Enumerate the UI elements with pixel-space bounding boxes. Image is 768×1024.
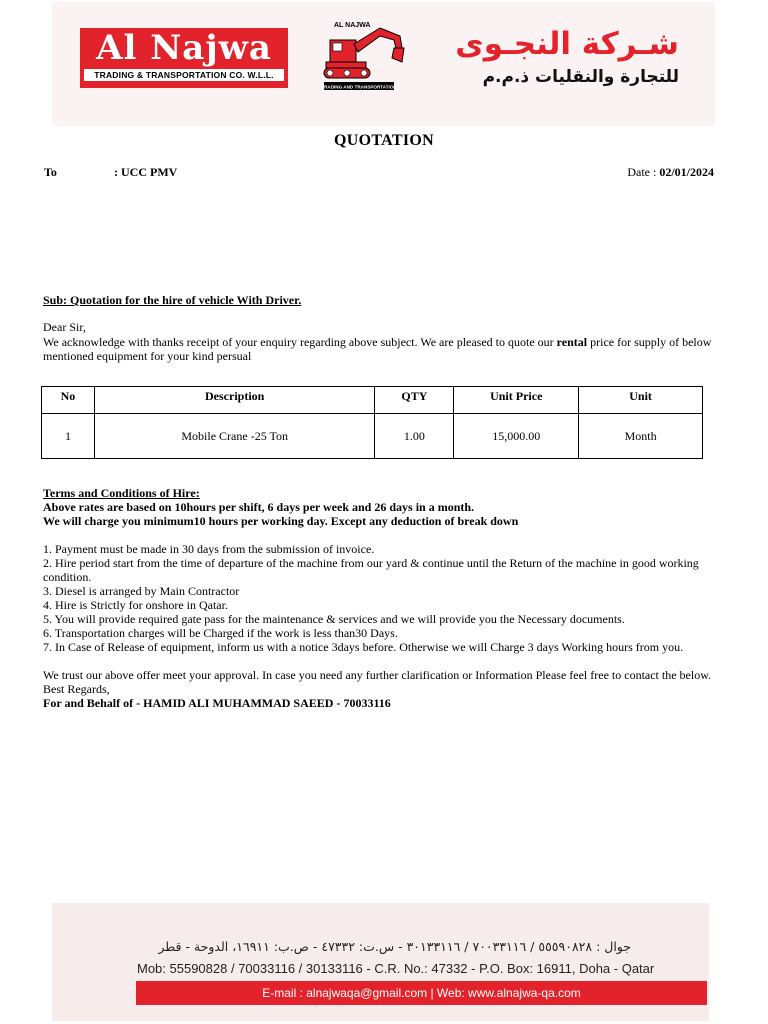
terms-item: 6. Transportation charges will be Charged if the work is less than30 Days. (43, 626, 398, 640)
regards: Best Regards, (43, 682, 110, 696)
company-subtitle-ar: للتجارة والنقليات ذ.م.م (482, 67, 679, 87)
intro-text-end: price for supply of below mentioned equipment for your kind persual (43, 334, 712, 363)
terms-rate-basis: Above rates are based on 10hours per shift, 6 days per week and 26 days in a month. (43, 500, 475, 514)
letterhead (52, 2, 715, 126)
intro-text-start: We acknowledge with thanks receipt of your enquiry regarding above subject. We are pleased to quote our (43, 334, 557, 349)
header-unit: Unit (579, 387, 703, 414)
date-field (627, 165, 714, 180)
company-logo-english (80, 28, 288, 88)
terms-item: 7. In Case of Release of equipment, inform us with a notice 3days before. Otherwise we will Charge 3 days Working hours from you. (43, 640, 684, 654)
to-value: : UCC PMV (114, 165, 178, 179)
salutation: Dear Sir, (43, 320, 86, 334)
cell-qty: 1.00 (375, 414, 454, 459)
company-logo-arabic (439, 24, 679, 90)
terms-item: 5. You will provide required gate pass for the maintenance & services and we will provide you the Necessary documents. (43, 612, 625, 626)
emblem-text: AL NAJWA (334, 22, 371, 29)
header-qty: QTY (375, 387, 454, 414)
table-header-row (42, 387, 703, 414)
letter-body (43, 320, 713, 364)
terms-item: 2. Hire period start from the time of departure of the machine from our yard & continue until the Return of the machine in good working condition. (43, 556, 699, 584)
signature-line: For and Behalf of - HAMID ALI MUHAMMAD SAEED - 70033116 (43, 696, 391, 710)
terms-item: 4. Hire is Strictly for onshore in Qatar. (43, 598, 228, 612)
terms-item: 1. Payment must be made in 30 days from the submission of invoice. (43, 542, 375, 556)
subject-line: Sub: Quotation for the hire of vehicle With Driver. (43, 293, 302, 307)
document-title: QUOTATION (334, 132, 434, 149)
cell-unit-price: 15,000.00 (454, 414, 579, 459)
terms-heading: Terms and Conditions of Hire: (43, 486, 200, 500)
intro-paragraph (43, 335, 713, 364)
terms-item: 3. Diesel is arranged by Main Contractor (43, 584, 240, 598)
quotation-table (41, 386, 703, 459)
cell-no: 1 (42, 414, 95, 459)
letterhead-footer (52, 903, 709, 1021)
emblem-caption: TRADING AND TRANSPORTATION (321, 84, 397, 90)
spacer (43, 528, 715, 542)
header-no: No (42, 387, 95, 414)
header-description: Description (94, 387, 375, 414)
footer-arabic-contact: جوال : ٥٥٥٩٠٨٢٨ / ٧٠٠٣٣١١٦ / ٣٠١٣٣١١٦ - س.ت: ٤٧٣٣٢ - ص.ب: ١٦٩١١، الدوحة - قطر (158, 939, 631, 954)
company-name-ar: شـركة النجـوى (455, 26, 679, 62)
company-subtitle-en: TRADING & TRANSPORTATION CO. W.L.L. (84, 69, 284, 81)
terms-minimum-charge: We will charge you minimum10 hours per working day. Except any deduction of break down (43, 514, 519, 528)
footer-email-web: E-mail : alnajwaqa@gmail.com | Web: www.alnajwa-qa.com (136, 981, 707, 1005)
header-unit-price: Unit Price (454, 387, 579, 414)
cell-unit: Month (579, 414, 703, 459)
company-name-en: Al Najwa (96, 28, 272, 68)
footer-contact-line: Mob: 55590828 / 70033116 / 30133116 - C.R. No.: 47332 - P.O. Box: 16911, Doha - Qatar (137, 961, 655, 976)
date-label: Date : (627, 165, 657, 179)
to-label: To (44, 165, 57, 179)
table-row (42, 414, 703, 459)
terms-section (43, 486, 715, 710)
cell-description: Mobile Crane -25 Ton (94, 414, 375, 459)
closing-paragraph: We trust our above offer meet your approval. In case you need any further clarification or Information Please feel free to contact the below. (43, 668, 712, 682)
excavator-emblem-icon (320, 18, 406, 94)
spacer (43, 654, 715, 668)
date-value: 02/01/2024 (659, 165, 714, 179)
intro-text-bold: rental (556, 334, 588, 349)
